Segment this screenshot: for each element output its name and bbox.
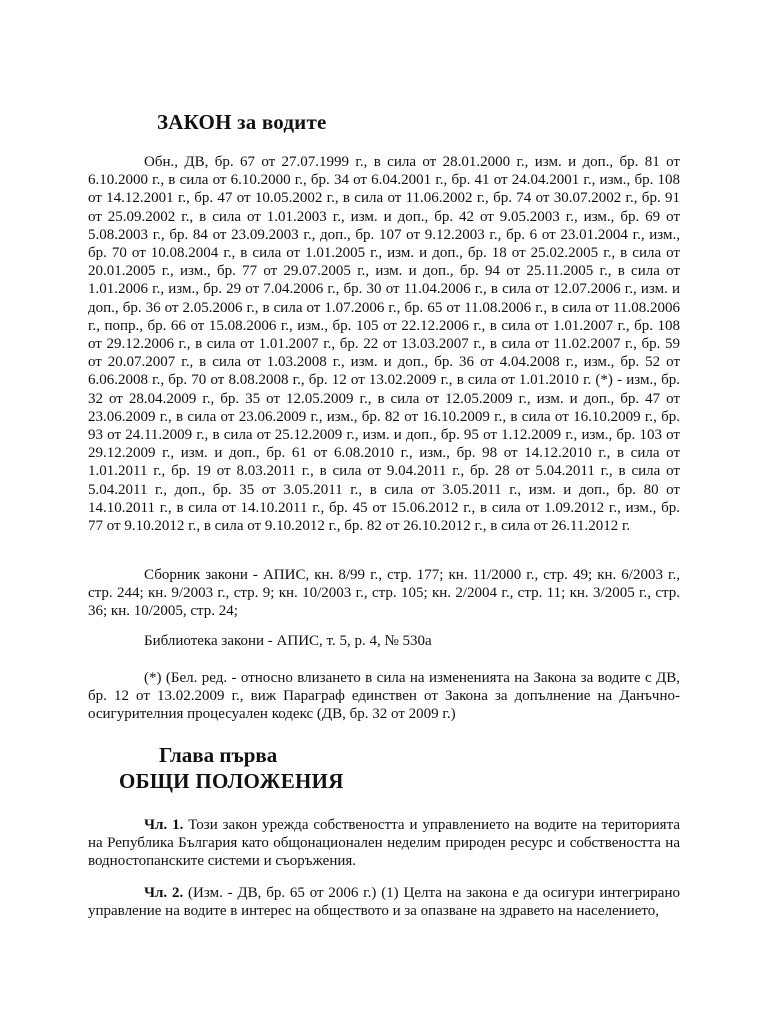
article-2-text: (Изм. - ДВ, бр. 65 от 2006 г.) (1) Целта на закона е да осигури интегрирано управление на водите в интерес на обществото и за опазване на здравето на населението, — [88, 885, 680, 920]
chapter-subtitle: ОБЩИ ПОЛОЖЕНИЯ — [119, 769, 344, 793]
article-1 — [88, 816, 680, 871]
chapter-title: Глава първа — [159, 743, 278, 767]
law-title: ЗАКОН за водите — [157, 110, 327, 134]
editor-note: (*) (Бел. ред. - относно влизането в сила на измененията на Закона за водите с ДВ, бр. 12 от 13.02.2009 г., виж Параграф единствен от Закона за допълнение на Данъчно-осигурителния процесуален кодекс (ДВ, бр. 32 от 2009 г.) — [88, 670, 680, 723]
publication-history: Обн., ДВ, бр. 67 от 27.07.1999 г., в сила от 28.01.2000 г., изм. и доп., бр. 81 от 6.10.2000 г., в сила от 6.10.2000 г., бр. 34 от 6.04.2001 г., бр. 41 от 24.04.2001 г., изм., бр. 108 от 14.12.2001 г., бр. 47 от 10.05.2002 г., в сила от 11.06.2002 г., бр. 74 от 30.07.2002 г., бр. 91 от 25.09.2002 г., в сила от 1.01.2003 г., изм. и доп., бр. 42 от 9.05.2003 г., изм., бр. 69 от 5.08.2003 г., бр. 84 от 23.09.2003 г., доп., бр. 107 от 9.12.2003 г., бр. 6 от 23.01.2004 г., изм., бр. 70 от 10.08.2004 г., в сила от 1.01.2005 г., изм. и доп., бр. 18 от 25.02.2005 г., в сила от 20.01.2005 г., изм., бр. 77 от 29.07.2005 г., изм. и доп., бр. 94 от 25.11.2005 г., в сила от 1.01.2006 г., изм., бр. 29 от 7.04.2006 г., бр. 30 от 11.04.2006 г., в сила от 12.07.2006 г., изм. и доп., бр. 36 от 2.05.2006 г., в сила от 1.07.2006 г., бр. 65 от 11.08.2006 г., в сила от 11.08.2006 г., попр., бр. 66 от 15.08.2006 г., изм., бр. 105 от 22.12.2006 г., в сила от 1.01.2007 г., бр. 108 от 29.12.2006 г., в сила от 1.01.2007 г., бр. 22 от 13.03.2007 г., в сила от 11.02.2007 г., бр. 59 от 20.07.2007 г., в сила от 1.03.2008 г., изм. и доп., бр. 36 от 4.04.2008 г., изм., бр. 52 от 6.06.2008 г., бр. 70 от 8.08.2008 г., бр. 12 от 13.02.2009 г., в сила от 1.01.2010 г. (*) - изм., бр. 32 от 28.04.2009 г., бр. 35 от 12.05.2009 г., в сила от 12.05.2009 г., изм. и доп., бр. 47 от 23.06.2009 г., в сила от 23.06.2009 г., изм., бр. 82 от 16.10.2009 г., в сила от 16.10.2009 г., бр. 93 от 24.11.2009 г., в сила от 25.12.2009 г., изм. и доп., бр. 95 от 1.12.2009 г., изм., бр. 103 от 29.12.2009 г., изм. и доп., бр. 61 от 6.08.2010 г., изм., бр. 98 от 14.12.2010 г., в сила от 1.01.2011 г., бр. 19 от 8.03.2011 г., в сила от 9.04.2011 г., бр. 28 от 5.04.2011 г., в сила от 5.04.2011 г., доп., бр. 35 от 3.05.2011 г., в сила от 3.05.2011 г., изм. и доп., бр. 80 от 14.10.2011 г., в сила от 14.10.2011 г., бр. 45 от 15.06.2012 г., в сила от 1.09.2012 г., изм., бр. 77 от 9.10.2012 г., в сила от 9.10.2012 г., бр. 82 от 26.10.2012 г., в сила от 26.11.2012 г. — [88, 154, 680, 535]
article-1-text: Този закон урежда собствеността и управлението на водите на територията на Република България като общонационален неделим природен ресурс и собствеността на водностопанските системи и съоръжения. — [88, 817, 680, 870]
article-2-label: Чл. 2. — [144, 885, 184, 901]
article-1-label: Чл. 1. — [144, 817, 184, 833]
library-reference: Библиотека закони - АПИС, т. 5, р. 4, № 530а — [144, 633, 432, 649]
article-2 — [88, 884, 680, 920]
collection-reference: Сборник закони - АПИС, кн. 8/99 г., стр. 177; кн. 11/2000 г., стр. 49; кн. 6/2003 г., стр. 244; кн. 9/2003 г., стр. 9; кн. 10/2003 г., стр. 105; кн. 2/2004 г., стр. 11; кн. 3/2005 г., стр. 36; кн. 10/2005, стр. 24; — [88, 567, 680, 620]
